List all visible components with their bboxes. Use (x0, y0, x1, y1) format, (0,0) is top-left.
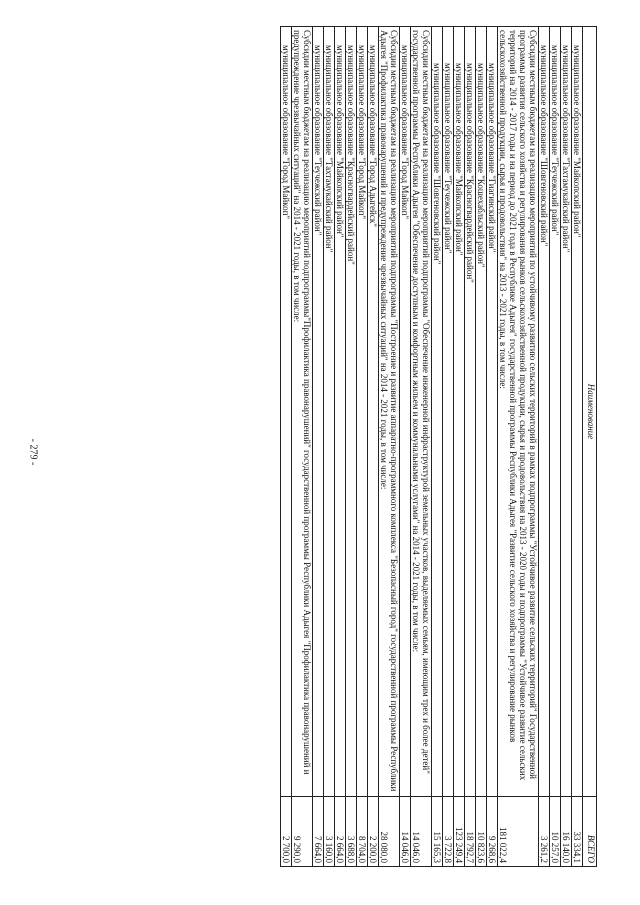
row-name: муниципальное образование "Город Майкоп" (357, 27, 368, 797)
row-name: муниципальное образование "Кошехабльский район" (476, 27, 487, 797)
row-total: 2 700,0 (281, 797, 292, 867)
rotated-table-container (78, 26, 597, 866)
row-total: 9 290,0 (292, 797, 313, 867)
subsidies-table (280, 26, 597, 867)
row-total: 15 165,3 (432, 797, 443, 867)
row-name: Субсидии местным бюджетам на реализацию мероприятий подпрограммы"Профилактика правонарушений" государственной программы Республики Адыгея "Профилактика правонарушений и предупреждение чрезвычайных ситуаций" на 2014 - 2021 годы, в том числе: (292, 27, 313, 797)
row-total: 3 688,0 (346, 797, 357, 867)
table-row (476, 27, 487, 867)
table-row (400, 27, 411, 867)
table-row (465, 27, 476, 867)
row-total: 3 722,8 (443, 797, 454, 867)
table-row (561, 27, 572, 867)
table-row (324, 27, 335, 867)
row-name: муниципальное образование "Тахтамукайский район" (324, 27, 335, 797)
row-name: Субсидии местным бюджетам на реализацию мероприятий подпрограммы "Построение и развитие аппаратно-программного комплекса "Безопасный город" государственной программы Республики Адыгея "Профилактика правонарушений и предупреждение чрезвычайных ситуаций" на 2014 - 2021 годы, в том числе: (379, 27, 400, 797)
header-name: Наименование (583, 27, 597, 797)
table-row (368, 27, 379, 867)
row-total: 8 704,0 (357, 797, 368, 867)
row-total: 14 046,0 (411, 797, 432, 867)
row-total: 3 261,2 (539, 797, 550, 867)
table-row (550, 27, 561, 867)
row-name: Субсидии местным бюджетам на реализацию мероприятий подпрограммы "Обеспечение инженерной инфраструктурой земельных участков, выделяемых семьям, имеющим трех и более детей" государственной программы Республики Адыгея "Обеспечение доступным и комфортным жильем и коммунальными услугами" на 2014 - 2021 годы, в том числе: (411, 27, 432, 797)
table-header-row (583, 27, 597, 867)
table-body (281, 27, 583, 867)
row-total: 2 664,0 (335, 797, 346, 867)
row-name: муниципальное образование "Город Адыгейск" (368, 27, 379, 797)
table-row (572, 27, 583, 867)
row-name: муниципальное образование "Майкопский район" (572, 27, 583, 797)
row-name: муниципальное образование "Теучежский район" (550, 27, 561, 797)
table-row (454, 27, 465, 867)
table-row (346, 27, 357, 867)
table-row (335, 27, 346, 867)
row-total: 33 334,1 (572, 797, 583, 867)
row-name: муниципальное образование "Теучежский район" (443, 27, 454, 797)
row-name: муниципальное образование "Шовгеновский район" (432, 27, 443, 797)
row-total: 2 200,0 (368, 797, 379, 867)
row-name: муниципальное образование "Красногвардейский район" (465, 27, 476, 797)
row-total: 18 792,7 (465, 797, 476, 867)
row-name: муниципальное образование "Город Майкоп" (281, 27, 292, 797)
row-name: муниципальное образование "Гиагинский район" (487, 27, 498, 797)
row-total: 16 140,0 (561, 797, 572, 867)
row-name: муниципальное образование "Теучежский район" (313, 27, 324, 797)
row-total: 10 823,6 (476, 797, 487, 867)
page-number: - 279 - (27, 438, 39, 466)
row-name: муниципальное образование "Майкопский район" (335, 27, 346, 797)
table-row (487, 27, 498, 867)
table-row (411, 27, 432, 867)
row-total: 7 664,0 (313, 797, 324, 867)
row-name: муниципальное образование "Тахтамукайский район" (561, 27, 572, 797)
table-row (498, 27, 539, 867)
row-name: Субсидии местным бюджетам на реализацию мероприятий по устойчивому развитию сельских территорий в рамках подпрограммы "Устойчивое развитие сельских территорий" Государственной программы развития сельского хозяйства и регулирования рынков сельскохозяйственной продукции, сырья и продовольствия на 2013 - 2020 годы и подпрограммы "Устойчивое развитие сельских территорий на 2014 - 2017 годы и на период до 2021 года в Республике Адыгея" государственной программы Республики Адыгея "Развитие сельского хозяйства и регулирование рынков сельскохозяйственной продукции, сырья и продовольствия" на 2013 - 2021 годы, в том числе: (498, 27, 539, 797)
table-row (313, 27, 324, 867)
row-total: 10 257,0 (550, 797, 561, 867)
table-row (281, 27, 292, 867)
header-total: ВСЕГО (583, 797, 597, 867)
row-name: муниципальное образование "Город Майкоп" (400, 27, 411, 797)
table-row (432, 27, 443, 867)
row-total: 181 022,4 (498, 797, 539, 867)
row-name: муниципальное образование "Шовгеновский район" (539, 27, 550, 797)
table-row (443, 27, 454, 867)
table-row (539, 27, 550, 867)
table-row (379, 27, 400, 867)
row-total: 28 080,0 (379, 797, 400, 867)
row-total: 14 046,0 (400, 797, 411, 867)
table-row (292, 27, 313, 867)
row-name: муниципальное образование "Красногвардейский район" (346, 27, 357, 797)
table-row (357, 27, 368, 867)
row-total: 123 249,4 (454, 797, 465, 867)
row-name: муниципальное образование "Майкопский район" (454, 27, 465, 797)
row-total: 9 268,6 (487, 797, 498, 867)
row-total: 3 160,0 (324, 797, 335, 867)
